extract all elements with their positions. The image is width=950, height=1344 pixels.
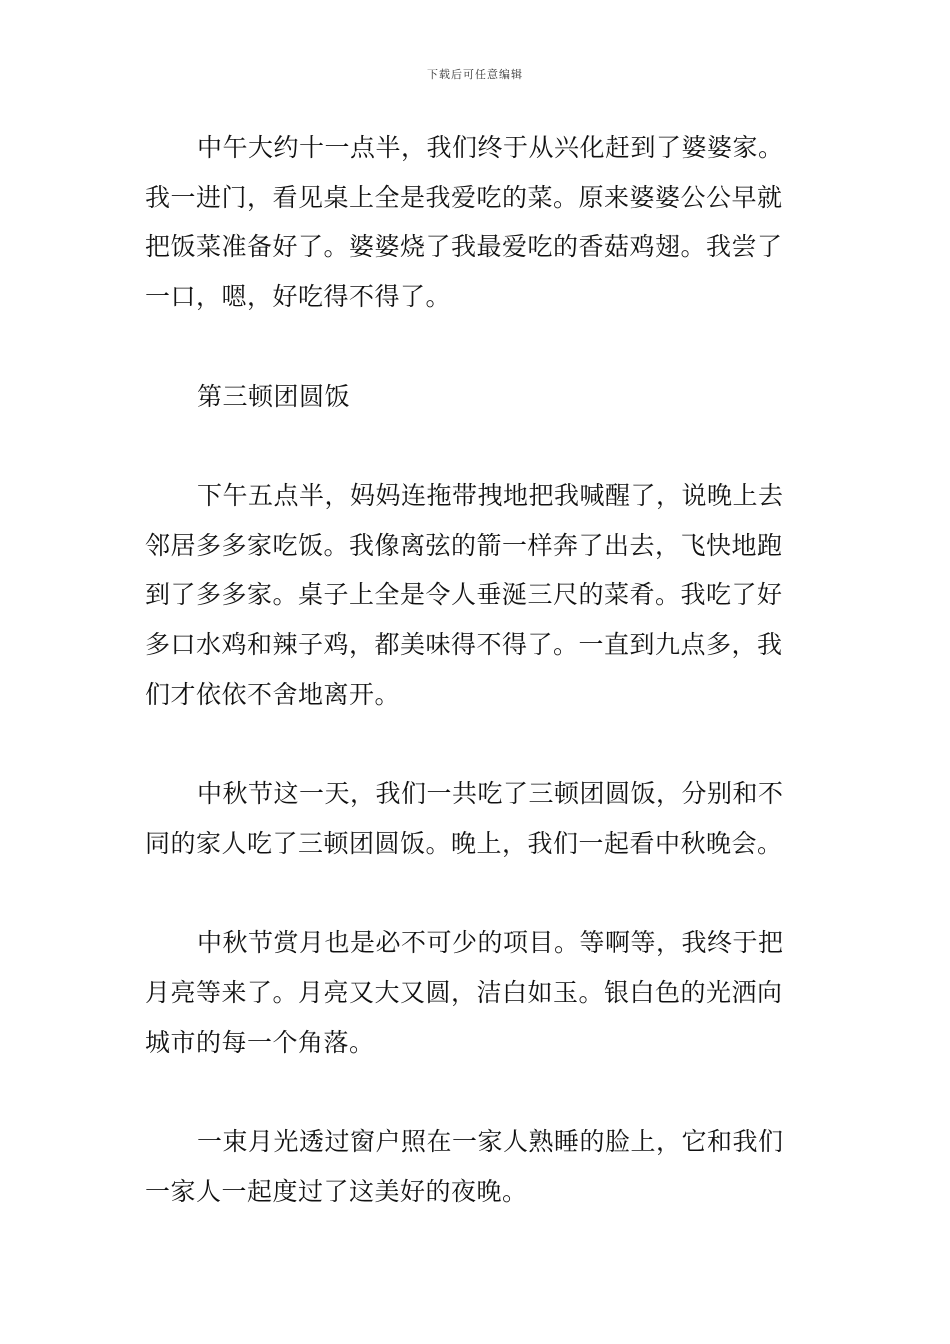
paragraph-line: 到了多多家。桌子上全是令人垂涎三尺的菜肴。我吃了好	[145, 580, 783, 609]
paragraph-line: 月亮等来了。月亮又大又圆，洁白如玉。银白色的光洒向	[145, 978, 783, 1007]
paragraph-line: 邻居多多家吃饭。我像离弦的箭一样奔了出去，飞快地跑	[145, 531, 783, 560]
paragraph-line: 中秋节赏月也是必不可少的项目。等啊等，我终于把	[197, 928, 784, 957]
paragraph-line: 中午大约十一点半，我们终于从兴化赶到了婆婆家。	[197, 133, 784, 162]
paragraph-line: 们才依依不舍地离开。	[145, 680, 401, 709]
paragraph-line: 多口水鸡和辣子鸡，都美味得不得了。一直到九点多，我	[145, 630, 783, 659]
paragraph-line: 城市的每一个角落。	[145, 1028, 375, 1057]
paragraph-line: 我一进门，看见桌上全是我爱吃的菜。原来婆婆公公早就	[145, 183, 783, 212]
paragraph-line: 把饭菜准备好了。婆婆烧了我最爱吃的香菇鸡翅。我尝了	[145, 232, 783, 261]
paragraph-line: 中秋节这一天，我们一共吃了三顿团圆饭，分别和不	[197, 779, 784, 808]
paragraph-line: 同的家人吃了三顿团圆饭。晚上，我们一起看中秋晚会。	[145, 829, 783, 858]
header-note: 下载后可任意编辑	[427, 68, 523, 81]
section-heading: 第三顿团圆饭	[197, 382, 351, 411]
paragraph-line: 一家人一起度过了这美好的夜晚。	[145, 1177, 528, 1206]
paragraph-line: 一口，嗯，好吃得不得了。	[145, 282, 452, 311]
paragraph-line: 下午五点半，妈妈连拖带拽地把我喊醒了，说晚上去	[197, 481, 784, 510]
paragraph-line: 一束月光透过窗户照在一家人熟睡的脸上，它和我们	[197, 1127, 784, 1156]
